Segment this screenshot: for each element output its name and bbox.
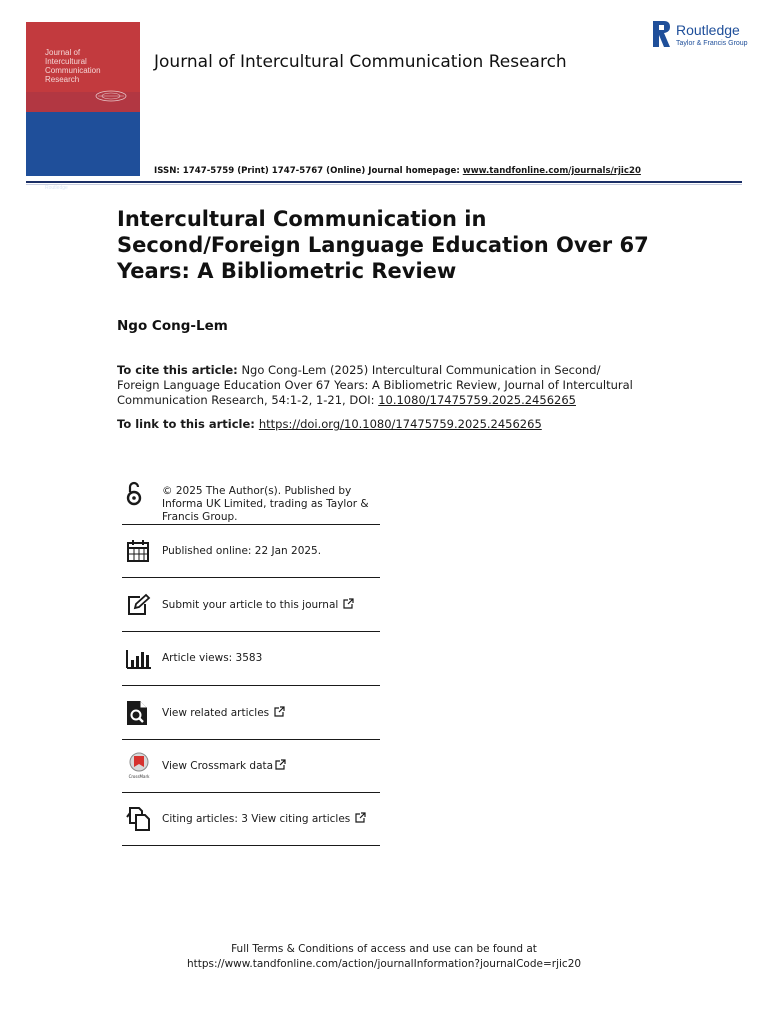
published-text: Published online: 22 Jan 2025. xyxy=(162,544,322,557)
submit-item[interactable] xyxy=(122,578,380,632)
journal-cover[interactable] xyxy=(26,22,140,191)
license-text: © 2025 The Author(s). Published by Informa UK Limited, trading as Taylor & Francis Group. xyxy=(162,485,369,523)
crossmark-label: View Crossmark data xyxy=(162,760,274,772)
published-item xyxy=(122,525,380,578)
submit-link[interactable] xyxy=(162,598,354,612)
cover-title-line: Research xyxy=(45,75,80,84)
link-label: To link to this article: xyxy=(117,417,259,431)
crossmark-badge-text: CrossMark xyxy=(128,774,150,779)
author-name: Ngo Cong-Lem xyxy=(117,318,228,334)
cover-title xyxy=(45,48,137,84)
link-line xyxy=(117,417,542,431)
calendar-icon xyxy=(126,539,150,563)
article-info-list xyxy=(122,477,380,846)
crossmark-item[interactable] xyxy=(122,740,380,793)
citing-item[interactable] xyxy=(122,793,380,846)
citing-link[interactable] xyxy=(162,812,366,826)
cover-publisher: Routledge xyxy=(45,185,68,191)
related-item[interactable] xyxy=(122,686,380,740)
routledge-mark-icon xyxy=(652,20,672,48)
routledge-logo[interactable] xyxy=(652,20,748,50)
crossmark-icon xyxy=(126,752,152,780)
external-link-icon xyxy=(355,812,366,823)
article-title: Intercultural Communication in Second/Foreign Language Education Over 67 Years: A Bibliometric Review xyxy=(117,207,649,283)
citing-icon xyxy=(126,807,152,831)
issn-text: ISSN: 1747-5759 (Print) 1747-5767 (Online) Journal homepage: xyxy=(154,166,463,176)
open-access-icon xyxy=(126,480,142,506)
header-rule xyxy=(26,181,742,183)
footer xyxy=(0,942,768,972)
footer-terms-link[interactable]: https://www.tandfonline.com/action/journalInformation?journalCode=rjic20 xyxy=(186,958,582,970)
cover-title-line: Journal of xyxy=(45,48,81,57)
cover-emblem-icon xyxy=(94,88,128,104)
issn-line xyxy=(154,166,641,176)
external-link-icon xyxy=(275,759,286,770)
cite-text: Ngo Cong-Lem (2025) Intercultural Communication in Second/ Foreign Language Education Over 67 Years: A Bibliometric Review, Journal of Intercultural Communication Research, 54:1-2, 1-21, DOI: xyxy=(117,363,633,407)
related-label: View related articles xyxy=(162,706,270,719)
journal-title[interactable]: Journal of Intercultural Communication Research xyxy=(154,52,567,72)
header-rule-thin xyxy=(26,184,742,185)
cite-label: To cite this article: xyxy=(117,363,238,377)
bar-chart-icon xyxy=(126,649,152,669)
related-search-icon xyxy=(126,700,148,726)
journal-homepage-link[interactable]: www.tandfonline.com/journals/rjic20 xyxy=(462,166,641,176)
views-item xyxy=(122,632,380,686)
external-link-icon xyxy=(343,598,354,609)
citation-block xyxy=(117,363,637,408)
submit-label: Submit your article to this journal xyxy=(162,598,339,611)
edit-icon xyxy=(126,594,150,616)
article-url-link[interactable]: https://doi.org/10.1080/17475759.2025.2456265 xyxy=(258,417,542,431)
cover-title-line: Intercultural xyxy=(45,57,87,66)
brand-sub: Taylor & Francis Group xyxy=(676,40,748,47)
license-item xyxy=(122,477,380,525)
doi-link[interactable]: 10.1080/17475759.2025.2456265 xyxy=(378,393,576,407)
crossmark-link[interactable] xyxy=(162,759,286,773)
external-link-icon xyxy=(274,706,285,717)
views-text: Article views: 3583 xyxy=(162,652,263,664)
related-link[interactable] xyxy=(162,706,285,720)
citing-label: Citing articles: 3 View citing articles xyxy=(162,813,351,825)
cover-title-line: Communication xyxy=(45,66,101,75)
footer-line1: Full Terms & Conditions of access and use can be found at xyxy=(231,943,537,955)
brand-name: Routledge xyxy=(676,22,740,38)
